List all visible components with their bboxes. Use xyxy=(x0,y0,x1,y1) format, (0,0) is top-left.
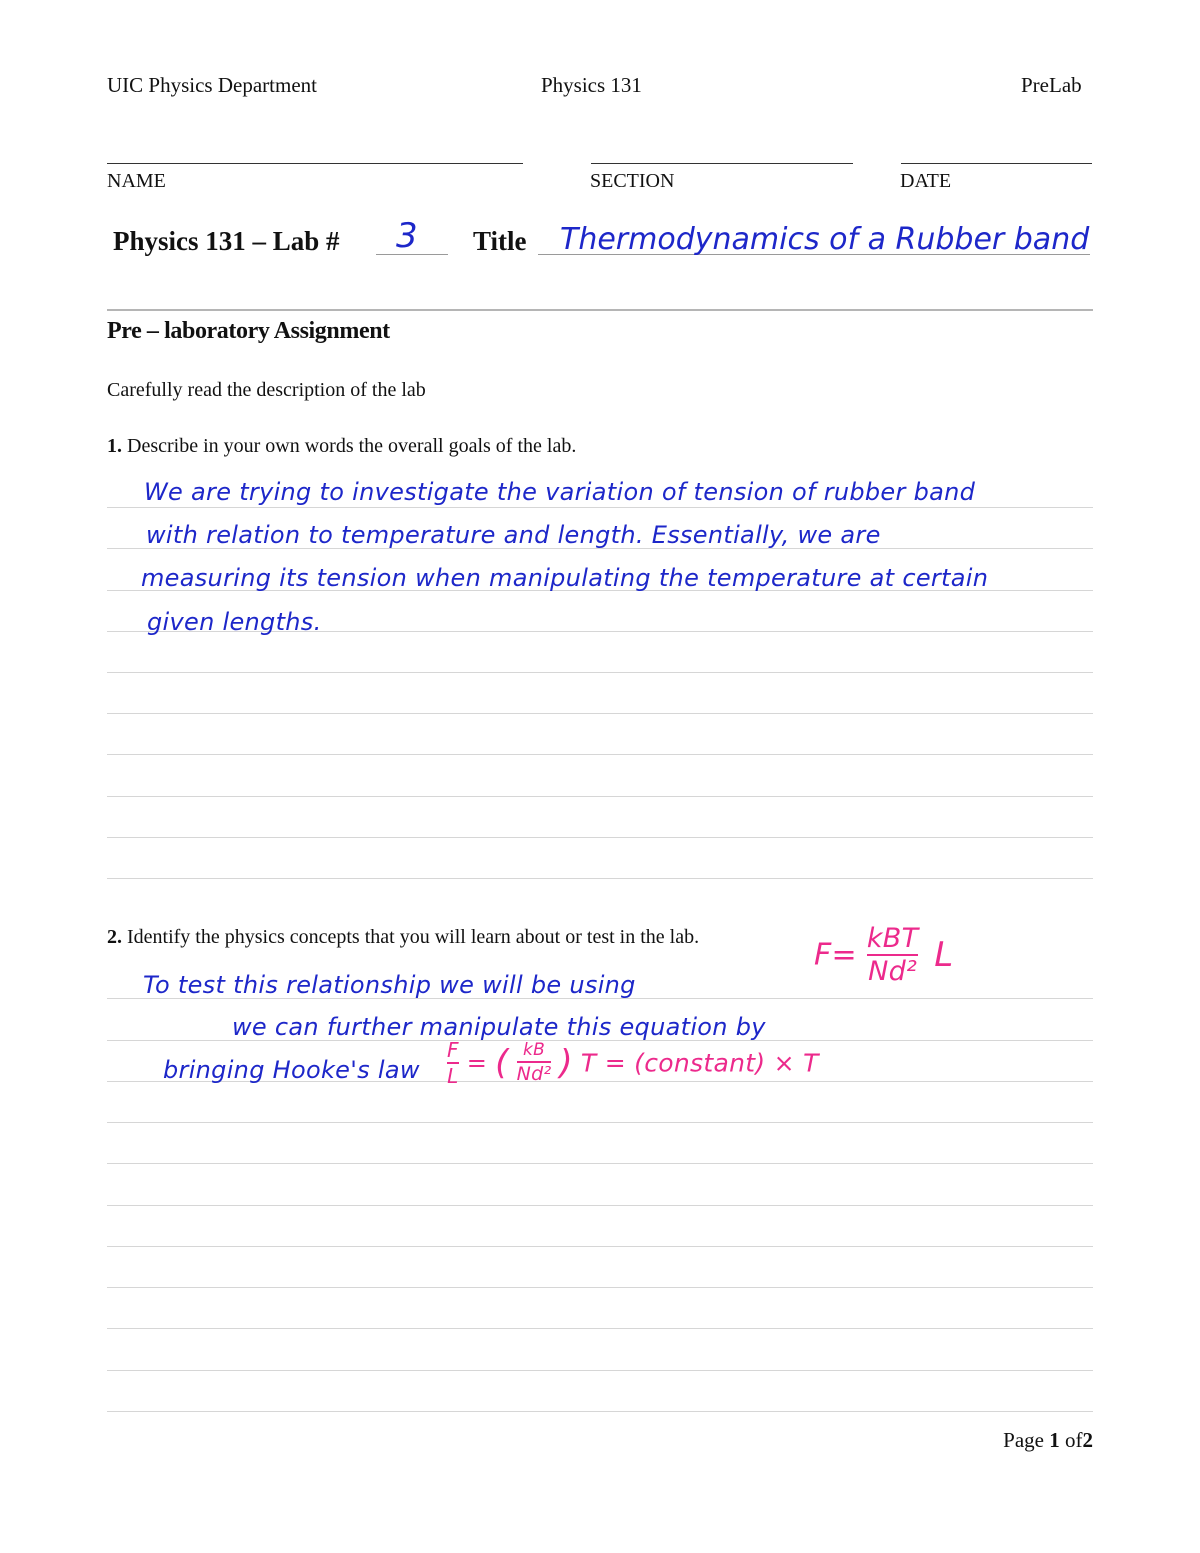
page-total: 2 xyxy=(1082,1428,1093,1452)
question-2-number: 2. xyxy=(107,926,122,948)
formula-2-eq: = xyxy=(466,1049,488,1077)
formula-1-fraction xyxy=(867,925,919,985)
formula-2-fraction-2 xyxy=(517,1042,552,1084)
answer-1-line-3: measuring its tension when manipulating the temperature at certain xyxy=(141,564,989,592)
question-1 xyxy=(107,435,576,458)
header-department: UIC Physics Department xyxy=(107,73,317,97)
page-word: Page xyxy=(1003,1428,1044,1452)
title-label: Title xyxy=(473,226,527,256)
formula-1-denominator: Nd² xyxy=(868,956,918,987)
separator-line xyxy=(107,309,1093,311)
ruled-line xyxy=(107,713,1093,714)
answer-1-line-4: given lengths. xyxy=(147,608,322,636)
paren-open: ( xyxy=(495,1043,509,1083)
ruled-line xyxy=(107,507,1093,508)
formula-2-frac1-num: F xyxy=(447,1038,459,1062)
ruled-line xyxy=(107,1328,1093,1329)
lab-number-value: 3 xyxy=(396,216,418,256)
assignment-intro: Carefully read the description of the lab xyxy=(107,379,426,401)
ruled-line xyxy=(107,837,1093,838)
page-current: 1 xyxy=(1049,1428,1060,1452)
header-course: Physics 131 xyxy=(541,73,642,97)
answer-1-line-1: We are trying to investigate the variation of tension of rubber band xyxy=(144,478,976,506)
answer-1-line-2: with relation to temperature and length. Essentially, we are xyxy=(146,521,881,549)
question-2 xyxy=(107,926,699,949)
date-label: DATE xyxy=(900,170,952,192)
question-1-text: Describe in your own words the overall goals of the lab. xyxy=(127,435,577,457)
formula-2-rest: T = (constant) × T xyxy=(580,1048,819,1078)
formula-1-lhs: F= xyxy=(814,937,857,973)
lab-number-label: Physics 131 – Lab # xyxy=(113,226,340,256)
section-line[interactable] xyxy=(591,163,853,164)
ruled-line xyxy=(107,754,1093,755)
ruled-line xyxy=(107,878,1093,879)
paren-close: ) xyxy=(559,1043,573,1083)
formula-1-tail: L xyxy=(934,935,954,975)
ruled-line xyxy=(107,796,1093,797)
ruled-line xyxy=(107,1163,1093,1164)
ruled-line xyxy=(107,672,1093,673)
name-line[interactable] xyxy=(107,163,523,164)
formula-1-numerator: kBT xyxy=(866,923,919,954)
formula-2-fraction-1 xyxy=(447,1040,459,1086)
ruled-line xyxy=(107,1205,1093,1206)
answer-2-line-2: we can further manipulate this equation by xyxy=(232,1013,766,1041)
question-1-number: 1. xyxy=(107,435,122,457)
formula-1 xyxy=(814,925,954,985)
formula-2-frac2-den: Nd² xyxy=(516,1063,552,1085)
answer-2-line-1: To test this relationship we will be using xyxy=(143,971,636,999)
answer-2-line-3: bringing Hooke's law xyxy=(163,1056,420,1084)
ruled-line xyxy=(107,1411,1093,1412)
page-number xyxy=(1003,1428,1093,1453)
formula-2-frac2-num: kB xyxy=(522,1040,546,1060)
formula-2 xyxy=(447,1040,819,1086)
ruled-line xyxy=(107,1370,1093,1371)
section-label: SECTION xyxy=(590,170,675,192)
page-of-word: of xyxy=(1065,1428,1083,1452)
title-value: Thermodynamics of a Rubber band xyxy=(560,222,1090,257)
date-line[interactable] xyxy=(901,163,1092,164)
ruled-line xyxy=(107,1246,1093,1247)
ruled-line xyxy=(107,1122,1093,1123)
ruled-line xyxy=(107,1287,1093,1288)
assignment-heading: Pre – laboratory Assignment xyxy=(107,318,390,344)
name-label: NAME xyxy=(107,170,166,192)
question-2-text: Identify the physics concepts that you will learn about or test in the lab. xyxy=(127,926,700,948)
header-type: PreLab xyxy=(1021,73,1082,97)
formula-2-frac1-den: L xyxy=(447,1064,459,1088)
